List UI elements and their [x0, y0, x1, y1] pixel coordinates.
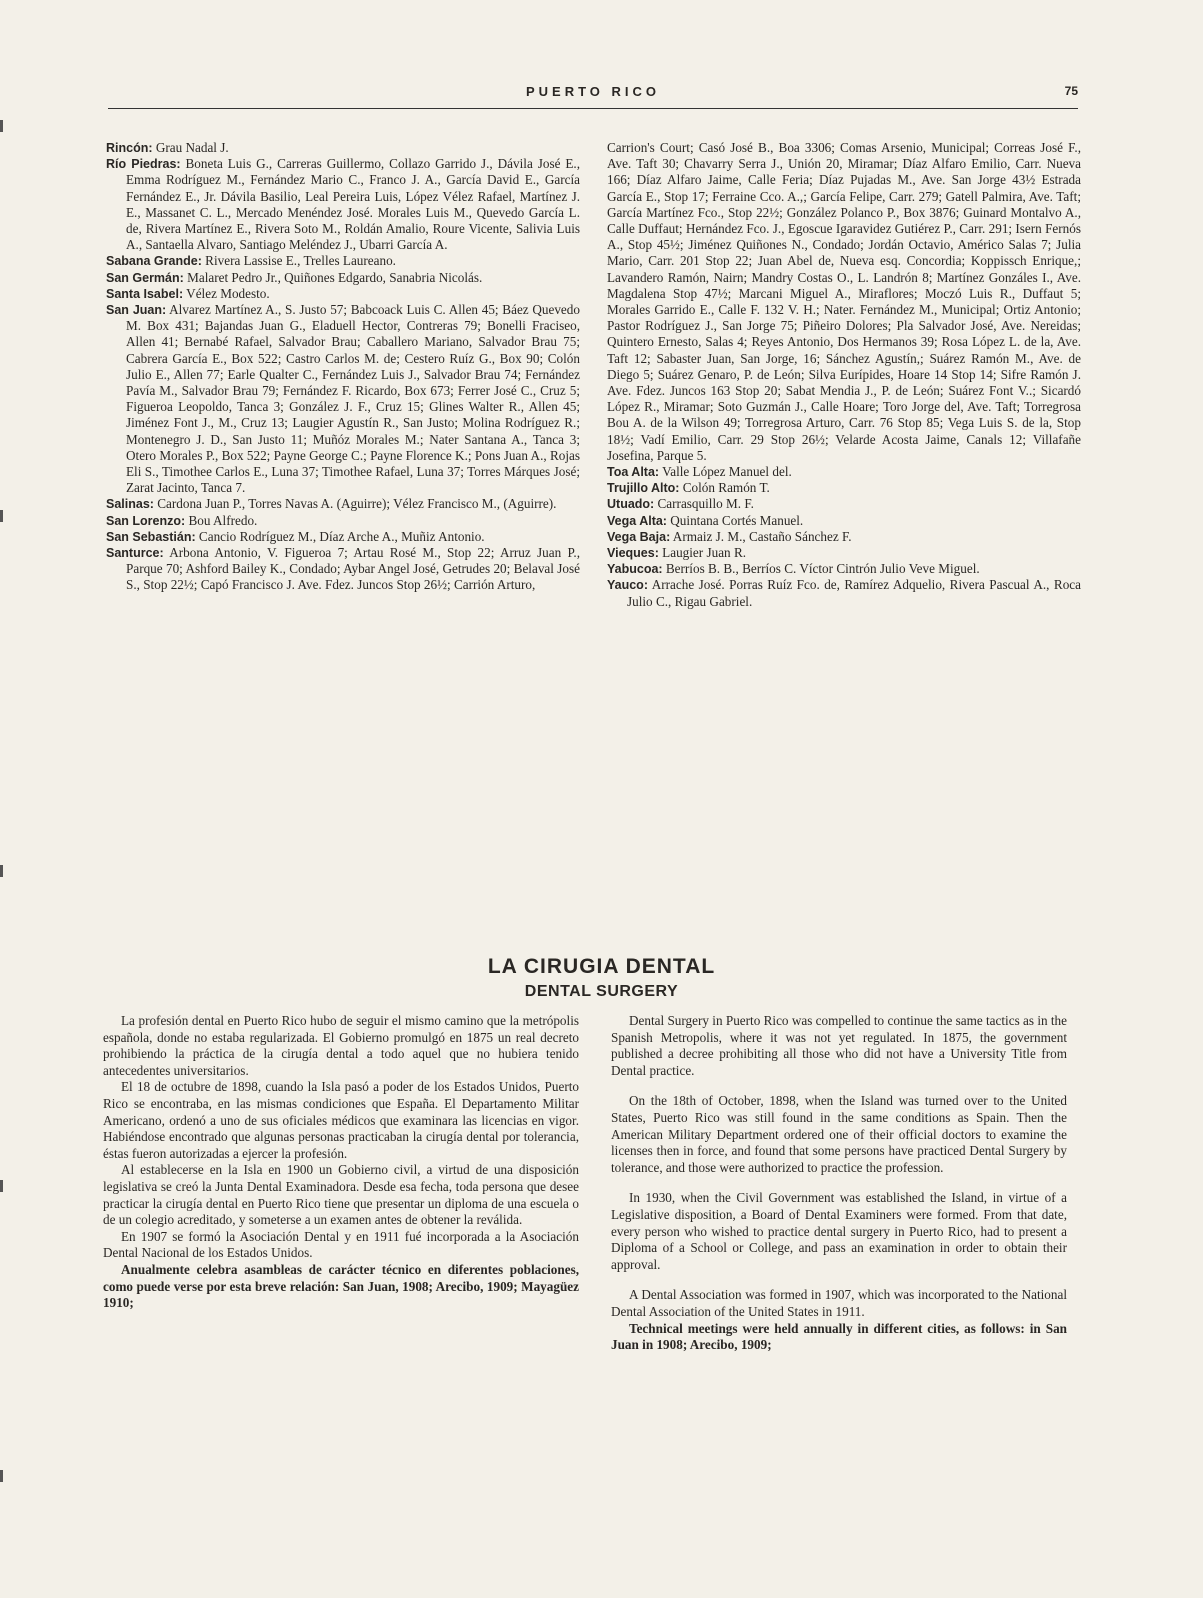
- directory-entry: [607, 496, 1081, 512]
- article-english-column: [611, 1013, 1067, 1368]
- directory-entry: [607, 513, 1081, 529]
- article-paragraph: La profesión dental en Puerto Rico hubo de seguir el mismo camino que la metrópolis española, donde no estaba regularizada. El Gobierno promulgó en 1875 un real decreto prohibiendo la práctica de la cirugía dental a todo aquel que no hubiera tenido antecedentes universitarios.: [103, 1013, 579, 1078]
- dentist-list: Laugier Juan R.: [658, 545, 747, 561]
- town-name: Rincón:: [106, 141, 153, 155]
- dentist-list: Carrasquillo M. F.: [654, 496, 754, 512]
- article-paragraph: In 1930, when the Civil Government was established the Island, in virtue of a Legislative disposition, a Board of Dental Examiners were formed. From that date, every person who wished to practice dental surgery in Puerto Rico, had to present a Diploma of a School or College, and pass an examination in order to obtain their approval.: [611, 1190, 1067, 1272]
- town-name: Santurce:: [106, 546, 164, 561]
- town-name: Utuado:: [607, 497, 655, 512]
- directory-entry: [106, 545, 580, 594]
- town-name: Vieques:: [607, 546, 659, 561]
- dentist-list: Rivera Lassise E., Trelles Laureano.: [201, 253, 396, 269]
- dentist-list: Malaret Pedro Jr., Quiñones Edgardo, Sanabria Nicolás.: [183, 269, 483, 285]
- dentist-list: Alvarez Martínez A., S. Justo 57; Babcoack Luis C. Allen 45; Báez Quevedo M. Box 431; Bajandas Juan G., Eladuell Hector, Contreras 79; Bonelli Fraciseo, Allen 41; Bernabé Rafael, Salvador Brau; Caballero Mariano, Salvador Brau 75; Cabrera García E., Box 522; Castro Carlos M. de; Cestero Ruíz G., Box 90; Colón Julio E., Allen 77; Earle Qualter C., Fernández Luis J., Salvador Brau 74; Fernández Pavía M., Salvador Brau 79; Fernández F. Ricardo, Box 673; Ferrer José C., Cruz 5; Figueroa Leopoldo, Tanca 3; González J. F., Cruz 15; Glines Walter R., Allen 45; Jiménez Font J., M., Cruz 13; Laugier Agustín R., San Justo; Molina Rodríguez R.; Montenegro J. D., San Justo 11; Muñóz Morales M.; Nater Santana A., Tanca 3; Otero Morales P., Box 522; Payne George C.; Payne Florence K.; Pons Juan A., Rojas Eli S., Timothee Carlos E., Luna 37; Timothee Rafael, Luna 37; Torres Márques José; Zarat Jacinto, Tanca 7.: [126, 302, 580, 496]
- dentist-list: Grau Nadal J.: [152, 140, 229, 155]
- running-header: [108, 80, 1078, 109]
- directory-right-column: [607, 140, 1081, 610]
- directory-entry: [106, 529, 580, 545]
- dentist-list: Arrache José. Porras Ruíz Fco. de, Ramírez Adquelio, Rivera Pascual A., Roca Julio C., Rigau Gabriel.: [627, 577, 1081, 609]
- town-name: San Sebastián:: [106, 529, 196, 544]
- dentist-list: Cardona Juan P., Torres Navas A. (Aguirre); Vélez Francisco M., (Aguirre).: [153, 496, 557, 512]
- directory-entry: [106, 270, 580, 286]
- dentist-list: Berríos B. B., Berríos C. Víctor Cintrón Julio Veve Miguel.: [662, 561, 980, 577]
- directory-entry: [607, 577, 1081, 609]
- article-paragraph: Anualmente celebra asambleas de carácter técnico en diferentes poblaciones, como puede verse por esta breve relación: San Juan, 1908; Arecibo, 1909; Mayagüez 1910;: [103, 1261, 579, 1311]
- directory-entry: [106, 496, 580, 512]
- directory-entry: [607, 464, 1081, 480]
- article-paragraph: Technical meetings were held annually in different cities, as follows: in San Juan in 1908; Arecibo, 1909;: [611, 1320, 1067, 1353]
- directory-left-column: [106, 140, 580, 594]
- town-name: Santa Isabel:: [106, 286, 184, 301]
- margin-mark: [0, 865, 3, 877]
- town-name: San Germán:: [106, 270, 184, 285]
- town-name: Sabana Grande:: [106, 254, 202, 269]
- directory-entry: [106, 302, 580, 496]
- town-name: Toa Alta:: [607, 465, 660, 480]
- margin-mark: [0, 1180, 3, 1192]
- directory-entry: [607, 545, 1081, 561]
- article-paragraph: El 18 de octubre de 1898, cuando la Isla pasó a poder de los Estados Unidos, Puerto Rico se encontraba, en las mismas condiciones que España. El Departamento Militar Americano, ordenó a uno de sus oficiales médicos que examinara las licencias en vigor. Habiéndose encontrado que algunas personas practicaban la cirugía dental por tolerancia, éstas fueron autorizadas a ejercer la profesión.: [103, 1079, 579, 1161]
- directory-entry: [607, 529, 1081, 545]
- article-spanish-column: [103, 1013, 579, 1312]
- article-paragraph: En 1907 se formó la Asociación Dental y en 1911 fué incorporada a la Asociación Dental Nacional de los Estados Unidos.: [103, 1228, 579, 1261]
- town-name: Vega Alta:: [607, 513, 667, 528]
- margin-mark: [0, 120, 3, 132]
- dentist-list: Colón Ramón T.: [679, 480, 770, 496]
- dentist-list: Boneta Luis G., Carreras Guillermo, Collazo Garrido J., Dávila José E., Emma Rodríguez M., Fernández Mario C., Franco J. A., García David E., García Fernández E., Jr. Dávila Basilio, Leal Pereira Luis, López Vélez Rafael, Martínez J. E., Massanet C. L., Mercado Menéndez José. Morales Luis M., Quevedo García L. de, Rivera Martínez E., Rivera Soto M., Roldán Amalio, Roure Vicente, Salivia Luis A., Santaella Alvaro, Santiago Meléndez J., Ubarri García A.: [126, 156, 580, 253]
- dentist-list: Arbona Antonio, V. Figueroa 7; Artau Rosé M., Stop 22; Arruz Juan P., Parque 70; Ashford Bailey K., Condado; Aybar Angel José, Getrudes 20; Belaval José S., Stop 22½; Capó Francisco J. Ave. Fdez. Juncos Stop 26½; Carrión Arturo,: [126, 545, 580, 593]
- directory-entry: [106, 253, 580, 269]
- dentist-list: Vélez Modesto.: [183, 285, 270, 301]
- directory-entry: [106, 140, 580, 156]
- dentist-list: Valle López Manuel del.: [659, 464, 792, 480]
- town-name: San Juan:: [106, 303, 167, 318]
- directory-entry: [106, 286, 580, 302]
- town-name: Salinas:: [106, 497, 154, 512]
- article-paragraph: A Dental Association was formed in 1907, which was incorporated to the National Dental Association of the United States in 1911.: [611, 1287, 1067, 1319]
- town-name: Río Piedras:: [106, 157, 181, 172]
- dentist-list: Bou Alfredo.: [185, 512, 258, 528]
- running-title: PUERTO RICO: [525, 84, 661, 99]
- town-name: San Lorenzo:: [106, 513, 186, 528]
- town-name: Yabucoa:: [607, 562, 663, 577]
- town-name: Yauco:: [607, 578, 648, 593]
- town-name: Vega Baja:: [607, 529, 671, 544]
- dentist-list: Quintana Cortés Manuel.: [666, 512, 804, 528]
- section-heading-english: DENTAL SURGERY: [524, 983, 679, 1000]
- directory-entry: [106, 156, 580, 253]
- margin-mark: [0, 1470, 3, 1482]
- santurce-continuation: Carrion's Court; Casó José B., Boa 3306; Comas Arsenio, Municipal; Correas José F., Ave. Taft 30; Chavarry Serra J., Unión 20, Miramar; Díaz Alfaro Emilio, Carr. Nueva 166; Díaz Alfaro Jaime, Calle Feria; Díaz Pujadas M., Ave. San Jorge 43½ Estrada García E., Stop 17; Ferraine Cco. A.,; García Felipe, Carr. 279; Gatell Palmira, Ave. Taft; García Martínez Fco., Stop 22½; González Polanco P., Box 3876; Guinard Montalvo A., Calle Duffaut; Hernández Fco. J., Egoscue Igaravidez Gutiérez P., Carr. 291; Isern Fernós A., Stop 45½; Jiménez Quiñones N., Condado; Jordán Octavio, Américo Salas 7; Julia Mario, Carr. 201 Stop 22; Juan Abel de, Nueva esq. Concordia; Koppissch Enrique,; Lavandero Ramón, Nairn; Mandry Costas O., L. Landrón 8; Martínez Gonzáles I., Ave. Magdalena Stop 47½; Marcani Miguel A., Miraflores; Moczó Luis R., Duffaut 5; Morales Garrido E., Calle F. 132 V. H.; Nater. Fernández M., Municipal; Ortiz Antonio; Pastor Rodríguez J., San Jorge 75; Piñeiro Dolores; Pla Salvador José, Ave. Nereidas; Quintero Ernesto, Salas 4; Reyes Antonio, Dos Hermanos 39; Rosa López L. de la, Ave. Taft 12; Sabaster Juan, San Jorge, 16; Sánchez Agustín,; Suárez Ramón M., Ave. de Diego 5; Suárez Genaro, P. de León; Silva Eurípides, Hoare 14 Stop 14; Sifre Ramón J. Ave. Fdez. Juncos 163 Stop 20; Sabat Mendia J., P. de León; Suárez Font V..; Sicardó López R., Miramar; Soto Guzmán J., Calle Hoare; Toro Jorge del, Ave. Taft; Torregrosa Bou A. de la Wilson 49; Torregrosa Arturo, Carr. 76 Stop 85; Vega Luis S. de la, Stop 18½; Vadí Emilio, Carr. 29 Stop 26½; Velarde Acosta Jaime, Canals 12; Villafañe Josefina, Parque 5.: [607, 140, 1081, 463]
- article-paragraph: Dental Surgery in Puerto Rico was compelled to continue the same tactics as in the Spanish Metropolis, where it was not yet regulated. In 1875, the government published a decree prohibiting all those who did not have a University Title from Dental practice.: [611, 1013, 1067, 1078]
- margin-mark: [0, 510, 3, 522]
- dentist-list: Cancio Rodríguez M., Díaz Arche A., Muñiz Antonio.: [195, 528, 485, 544]
- section-heading-spanish: LA CIRUGIA DENTAL: [487, 955, 716, 978]
- directory-entry: [607, 561, 1081, 577]
- page-number: 75: [1064, 84, 1078, 98]
- dentist-list: Armaiz J. M., Castaño Sánchez F.: [670, 528, 852, 544]
- directory-entry: [607, 480, 1081, 496]
- article-paragraph: On the 18th of October, 1898, when the Island was turned over to the United States, Puerto Rico was still found in the same conditions as Spain. Then the American Military Department ordered one of their official doctors to examine the licenses then in force, and found that some persons have practiced Dental Surgery by tolerance, and those were authorized to practice the profession.: [611, 1093, 1067, 1175]
- town-name: Trujillo Alto:: [607, 481, 680, 496]
- directory-entry: [106, 513, 580, 529]
- article-paragraph: Al establecerse en la Isla en 1900 un Gobierno civil, a virtud de una disposición legislativa se creó la Junta Dental Examinadora. Desde esa fecha, toda persona que desee practicar la cirugía dental en Puerto Rico tiene que presentar un diploma de una escuela o de un colegio acreditado, y someterse a un examen antes de obtener la reválida.: [103, 1162, 579, 1228]
